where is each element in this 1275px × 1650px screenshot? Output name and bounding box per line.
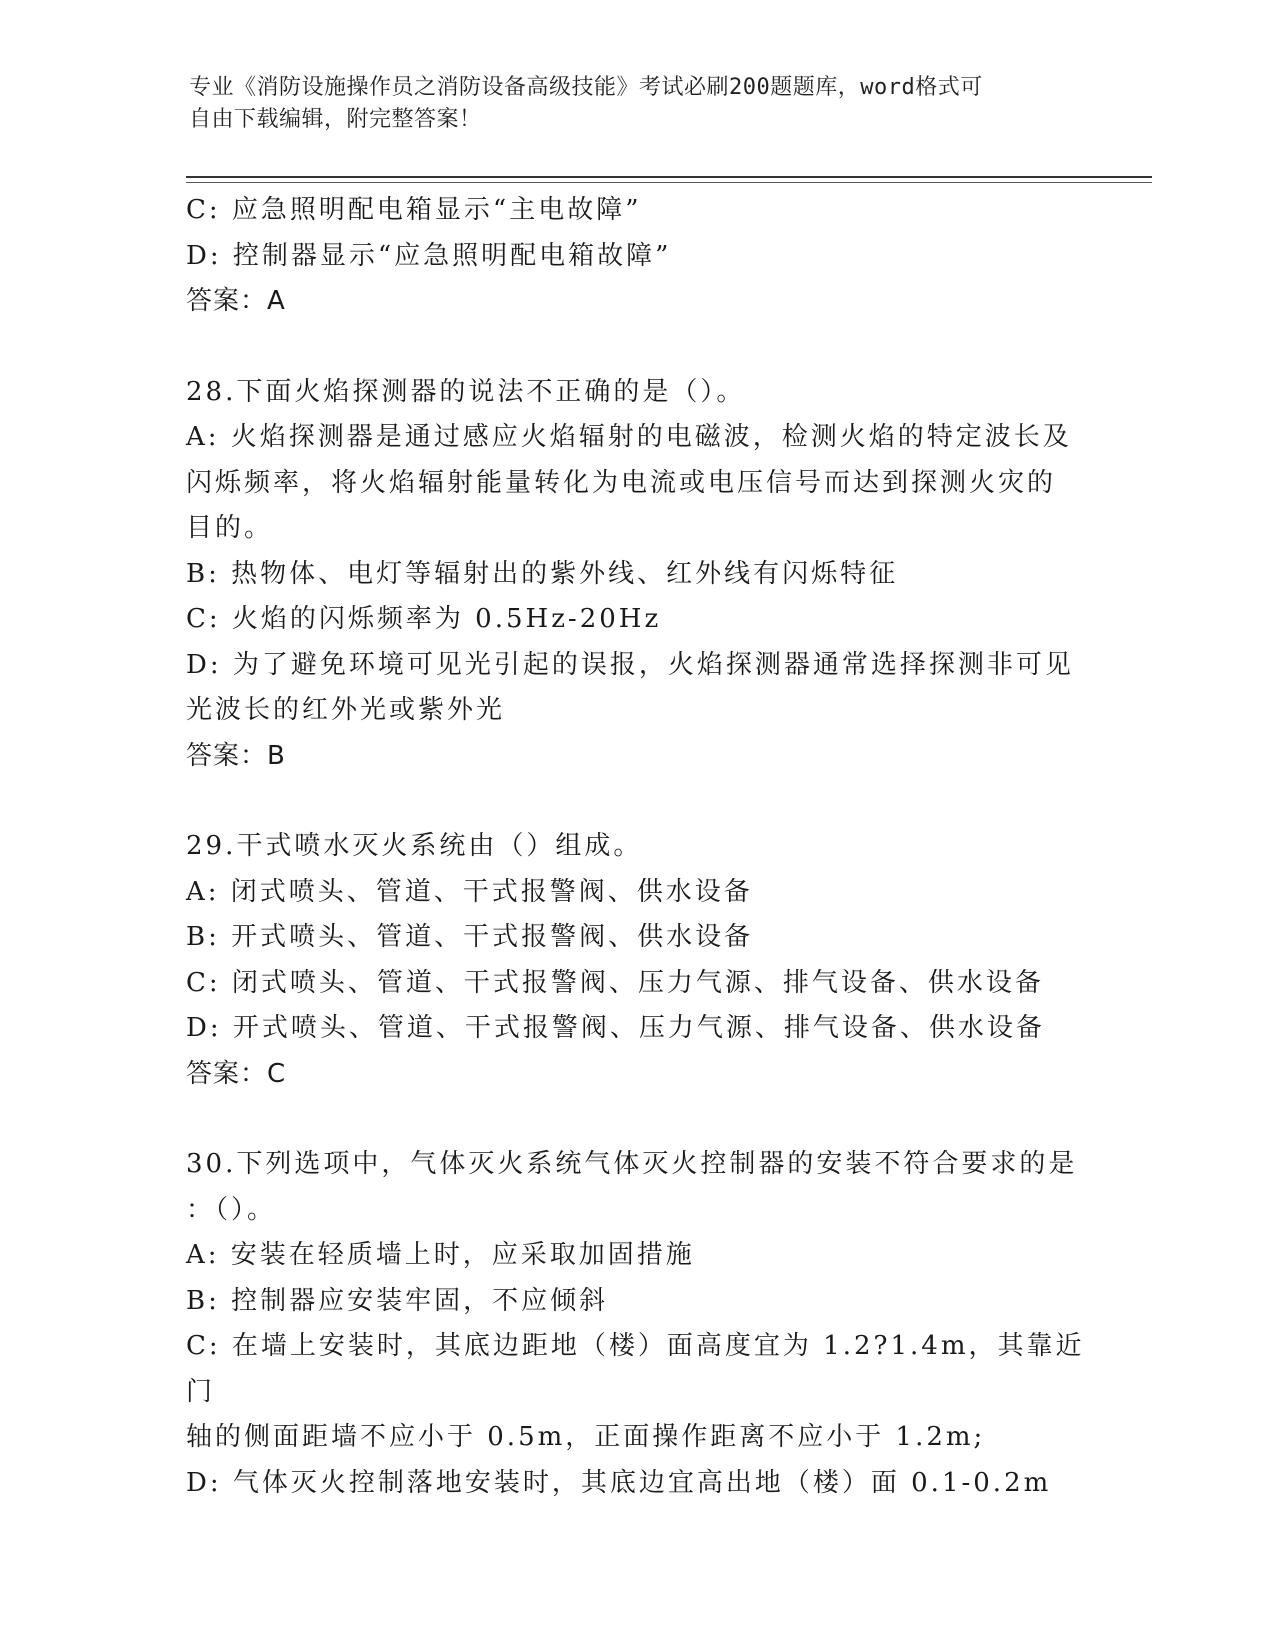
spacer — [186, 1097, 1086, 1142]
q29-answer: 答案：C — [186, 1058, 287, 1089]
q30-option-d: D: 气体灭火控制落地安装时，其底边宜高出地（楼）面 0.1-0.2m — [186, 1467, 1052, 1498]
question-29 — [186, 824, 1086, 1097]
document-header-note — [189, 72, 1069, 136]
q29-option-a: A: 闭式喷头、管道、干式报警阀、供水设备 — [186, 876, 753, 907]
q27-answer: 答案：A — [186, 286, 286, 316]
question-28 — [186, 370, 1086, 780]
question-30 — [186, 1142, 1086, 1506]
q29-stem: 29.干式喷水灭火系统由（）组成。 — [186, 831, 643, 861]
header-divider-thick — [186, 176, 1152, 178]
q30-stem-line-2: ：（）。 — [186, 1194, 277, 1225]
q28-option-a-line-3: 目的。 — [186, 513, 274, 543]
q30-option-c-line-1: C: 在墙上安装时，其底边距地（楼）面高度宜为 1.2?1.4m，其靠近门 — [186, 1331, 1085, 1407]
q30-option-b: B: 控制器应安装牢固，不应倾斜 — [186, 1285, 609, 1316]
header-divider-thin — [186, 182, 1152, 183]
q28-option-b: B: 热物体、电灯等辐射出的紫外线、红外线有闪烁特征 — [186, 558, 899, 589]
q28-option-a-line-2: 闪烁频率，将火焰辐射能量转化为电流或电压信号而达到探测火灾的 — [186, 467, 1057, 498]
q29-option-d: D: 开式喷头、管道、干式报警阀、压力气源、排气设备、供水设备 — [186, 1013, 1045, 1043]
q27-option-d: D: 控制器显示“应急照明配电箱故障” — [186, 240, 672, 271]
question-27-tail — [186, 188, 1086, 325]
q28-option-d-line-2: 光波长的红外光或紫外光 — [186, 695, 506, 725]
q29-option-b: B: 开式喷头、管道、干式报警阀、供水设备 — [186, 922, 754, 952]
q27-option-c: C: 应急照明配电箱显示“主电故障” — [186, 195, 642, 225]
q30-stem-line-1: 30.下列选项中，气体灭火系统气体灭火控制器的安装不符合要求的是 — [186, 1149, 1078, 1179]
header-line-2: 自由下载编辑，附完整答案！ — [189, 107, 482, 132]
spacer — [186, 325, 1086, 370]
header-line-1: 专业《消防设施操作员之消防设备高级技能》考试必刷200题题库，word格式可 — [189, 75, 983, 100]
q28-option-a-line-1: A: 火焰探测器是通过感应火焰辐射的电磁波，检测火焰的特定波长及 — [186, 422, 1072, 452]
q28-answer: 答案：B — [186, 740, 286, 771]
q28-option-c: C: 火焰的闪烁频率为 0.5Hz-20Hz — [186, 604, 662, 634]
q30-option-a: A: 安装在轻质墙上时，应采取加固措施 — [186, 1240, 695, 1270]
q28-option-d-line-1: D: 为了避免环境可见光引起的误报，火焰探测器通常选择探测非可见 — [186, 649, 1074, 680]
spacer — [186, 779, 1086, 824]
q28-stem: 28.下面火焰探测器的说法不正确的是（）。 — [186, 376, 746, 407]
q30-option-c-line-2: 轴的侧面距墙不应小于 0.5m，正面操作距离不应小于 1.2m; — [186, 1422, 986, 1452]
q29-option-c: C: 闭式喷头、管道、干式报警阀、压力气源、排气设备、供水设备 — [186, 967, 1044, 998]
document-body — [186, 188, 1086, 1506]
